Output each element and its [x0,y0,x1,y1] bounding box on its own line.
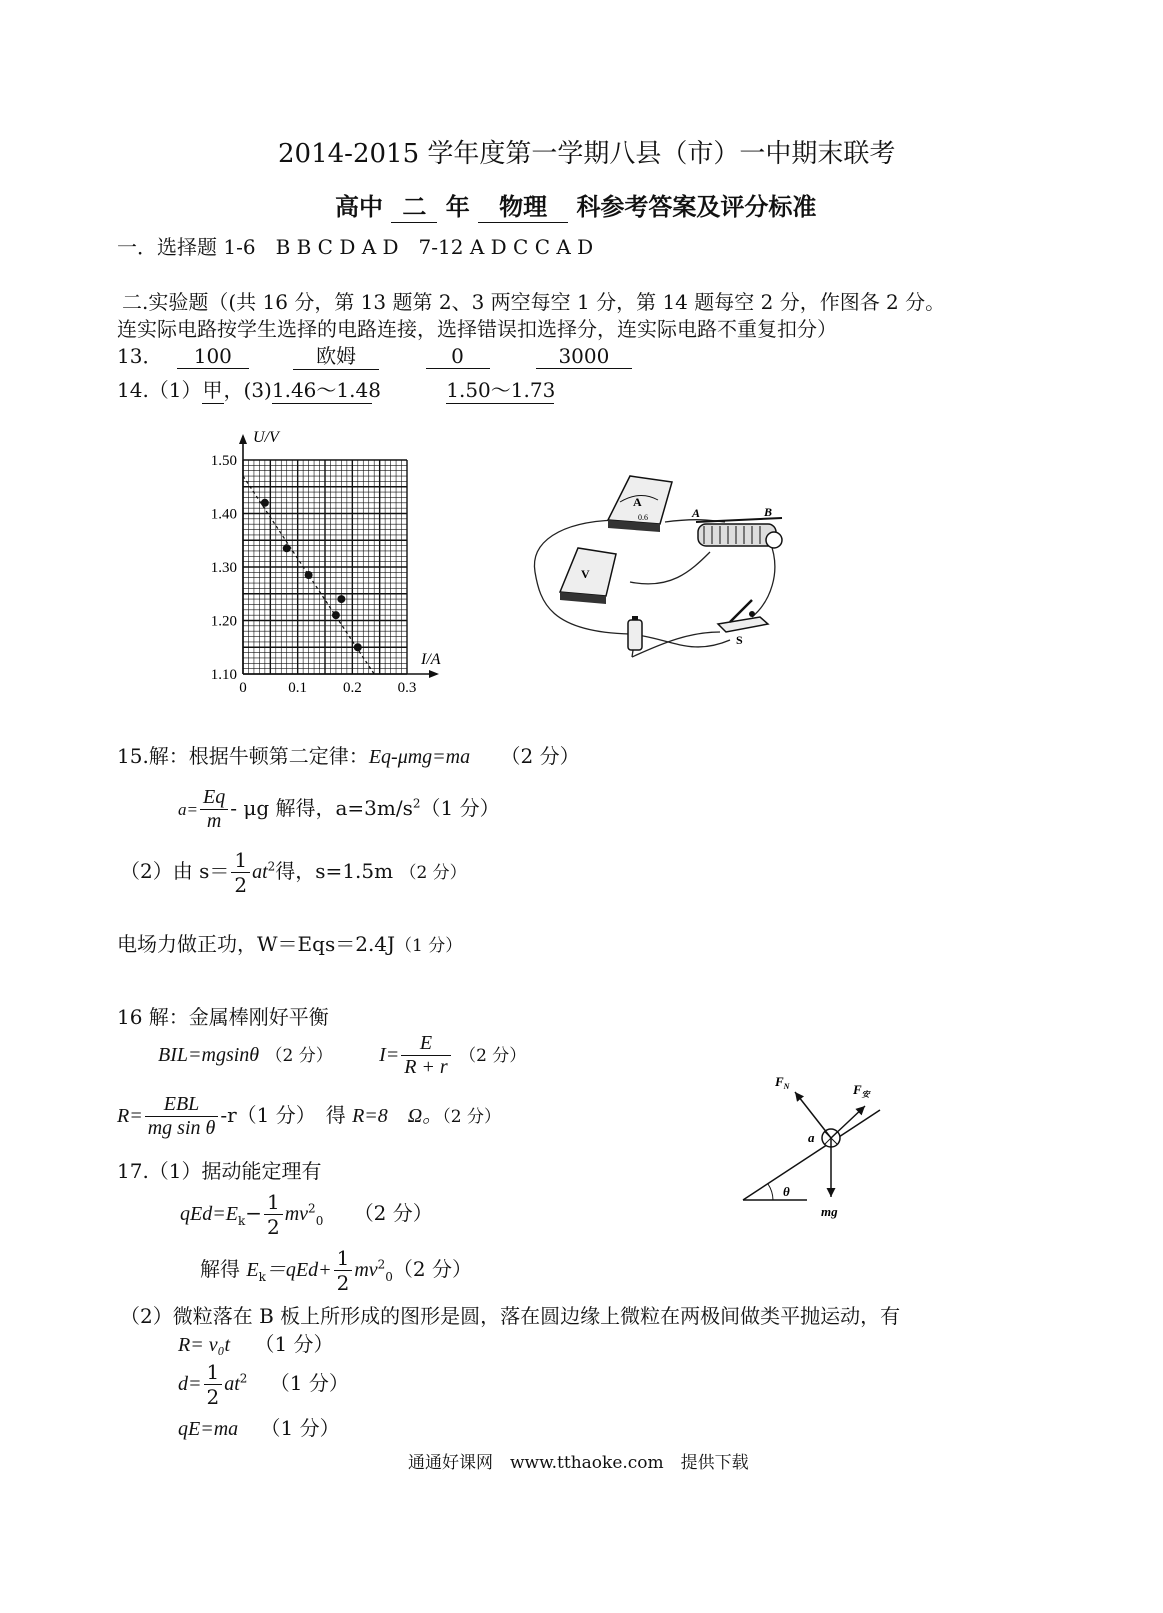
section-experiment-line1: 二.实验题（(共 16 分，第 13 题第 2、3 两空每空 1 分，第 14 题每空 2 分，作图各 2 分。 [122,290,946,314]
ammeter-label: A [633,495,642,509]
subtitle-subject: 物理 [478,187,568,223]
q17-eq1-pre: qEd=E [180,1203,238,1225]
q17-eq5: qE=ma [178,1418,239,1440]
fn-label: F [775,1074,784,1089]
q15-s-den: 2 [234,873,248,897]
q15-line4 [117,928,462,957]
q17-eq2-den: 2 [336,1271,350,1295]
section-choice: 一．选择题 1-6 B B C D A D 7-12 A D C C A D [117,235,594,259]
y-tick-label: 1.40 [210,506,237,523]
q17-eq2-pre: 解得 [200,1257,240,1281]
wire-4 [752,542,775,617]
svg-text:F安 [852,1082,872,1099]
q17-score-4: （1 分） [269,1371,349,1395]
ammeter [608,476,672,532]
q15-s-rest: at [252,861,268,883]
fa-sub: 安 [861,1090,870,1099]
q17-score-5: （1 分） [260,1416,340,1440]
wire-2 [630,634,730,647]
q17-eq2-a: E [246,1259,259,1281]
page-subtitle [335,187,816,223]
q17-eq1-num: 1 [264,1190,283,1215]
voltmeter-label: V [581,567,590,581]
angle-arc [768,1184,773,1200]
q14-mid: ，(3) [223,378,272,402]
q17-eq4-num: 1 [204,1360,223,1385]
data-point [283,544,291,552]
q14-answer-3: 1.50～1.73 [446,374,554,404]
data-point [261,499,269,507]
mg-label: mg [821,1204,838,1219]
q17-line7 [178,1412,340,1441]
q17-eq1-sub: k [237,1214,246,1228]
incline-surface [743,1110,880,1200]
u-i-graph [195,428,455,708]
subtitle-suffix: 科参考答案及评分标准 [576,192,817,221]
x-tick-label: 0.3 [397,680,417,696]
q13-answer-4: 3000 [536,344,632,369]
q17-eq2-rest: mv [354,1259,378,1281]
ammeter-range: 0.6 [638,513,648,522]
q14-answer-2: 1.46～1.48 [272,374,372,404]
y-tick-label: 1.20 [210,613,237,630]
q14-answers [117,374,554,404]
data-point [305,571,313,579]
subtitle-grade: 二 [391,187,437,223]
q15-a-num: Eq [200,786,228,810]
graph-grid [243,460,407,674]
q17-eq3: R= v₀t [178,1334,231,1356]
q16-eq2-den: R + r [404,1056,448,1078]
page-title: 2014-2015 学年度第一学期八县（市）一中期末联考 [278,139,896,169]
data-point [332,611,340,619]
q15-s-result: 得，s=1.5m [275,859,394,883]
q16-eq3-num: EBL [145,1093,219,1117]
q17-eq4-rest: at [224,1373,240,1395]
y-tick-label: 1.30 [210,560,237,576]
q15-equation: Eq-μmg=ma [368,746,471,768]
subtitle-year: 年 [445,192,470,221]
ampere-force-arrow [831,1106,865,1138]
voltmeter [560,548,616,604]
q17-eq2-sub: k [258,1270,266,1284]
svg-text:FN [774,1074,791,1091]
y-axis-arrow [239,434,247,444]
q17-line5 [178,1328,334,1357]
switch [718,600,768,647]
force-diagram [735,1062,895,1222]
q17-score-2: （2 分） [392,1257,473,1281]
q13-answer-1: 100 [177,344,249,369]
q16-eq2-num: E [401,1032,451,1056]
q13-answer-3: 0 [426,344,490,369]
q13-label: 13． [117,344,163,368]
q15-a-den: m [206,810,222,832]
q15-s-num: 1 [231,848,250,873]
section-experiment-line2: 连实际电路按学生选择的电路连接，选择错误扣选择分，连实际电路不重复扣分） [117,317,837,341]
rheostat-end-b: B [764,505,773,519]
q17-eq1-mid: − [245,1201,262,1225]
q15-score-4: （1 分） [395,936,463,956]
q17-score-3: （1 分） [254,1332,334,1356]
q16-score-1: （2 分） [265,1046,333,1066]
x-tick-label: 0.2 [342,680,362,696]
data-point [354,643,362,651]
q16-line3 [117,1093,501,1140]
x-axis-arrow [429,670,439,678]
y-tick-label: 1.10 [210,667,237,683]
x-tick-label: 0 [239,680,247,696]
q17-eq4-den: 2 [206,1385,220,1409]
q15-line2: a= $\frac{Eq}{m}$ - μg 解得，$a=3m/s^2(1$ 分） [178,786,500,832]
battery [628,616,642,650]
rheostat [691,505,782,548]
q16-line2 [158,1032,526,1079]
q15-work: 电场力做正功，W＝Eqs＝2.4J [117,932,396,956]
q17-eq2-num: 1 [334,1246,353,1271]
q15-a-rest: - μg 解得，a=3m/s [230,796,413,820]
q15-score-1: （2 分） [500,744,580,768]
q16-eq3-result: R=8 Ω。 [352,1105,443,1127]
q17-part2: （2）微粒落在 B 板上所形成的图形是圆，落在圆边缘上微粒在两极间做类平抛运动，有 [120,1304,901,1328]
q17-eq2-b: ＝qEd+ [265,1259,332,1281]
x-axis-label: I/A [421,651,441,668]
fa-label: F [853,1082,862,1097]
circuit-diagram [520,462,790,662]
q15-line1 [117,740,580,769]
q16-eq3: R= [117,1105,143,1127]
y-axis-label: U/V [253,429,279,446]
q15-line3: （2）由 s＝ $\frac{1}{2}$ $at^2$得，s=1.5m （2 分） [120,848,467,897]
point-a-label: a [808,1130,815,1145]
q16-eq3-rest: -r（1 分） 得 [220,1103,346,1127]
q17-line6: d= $\frac{1}{2}$ $at^2$ （1 分） [178,1360,349,1409]
q17-eq1-rest: mv [284,1203,309,1225]
q16-line1: 16 解：金属棒刚好平衡 [117,1005,329,1029]
q16-score-3: （2 分） [442,1107,502,1127]
switch-label: S [736,633,743,647]
q15-score-2: （1 分） [420,796,500,820]
footer-text: 通通好课网 www.tthaoke.com 提供下载 [408,1453,749,1473]
q14-answer-1: 甲 [202,374,224,404]
q16-eq3-den: mg sin θ [147,1117,216,1139]
x-tick-label: 0.1 [288,680,308,696]
data-point [337,595,345,603]
q13-answers [117,340,632,370]
q15-a-eq: a= [178,800,198,819]
q16-score-2: （2 分） [459,1046,527,1066]
fn-sub: N [783,1082,790,1091]
q14-label: 14.（1） [117,378,202,402]
y-tick-label: 1.50 [210,453,237,469]
subtitle-prefix: 高中 [335,192,383,221]
q15-score-3: （2 分） [399,863,467,883]
q15-intro: 15.解：根据牛顿第二定律： [117,744,369,768]
rheostat-end-a: A [692,506,701,520]
wire-5 [630,552,710,584]
q16-eq1: BIL=mgsinθ [158,1044,260,1066]
q17-line1: 17.（1）据动能定理有 [117,1159,322,1183]
q17-score-1: （2 分） [353,1201,433,1225]
q13-answer-2: 欧姆 [293,340,379,370]
q17-line3: 解得 $E_k=qEd+$ $\frac{1}{2}$ $mv^2_0(2$ 分） [200,1246,473,1295]
q16-eq2: I= [379,1044,400,1066]
q17-eq1-den: 2 [266,1215,280,1239]
q15-s-pre: （2）由 s＝ [120,859,230,883]
q17-line2: $qEd=E_k-$ $\frac{1}{2}$ $mv^2_0$ （2 分） [180,1190,433,1239]
theta-label: θ [783,1184,790,1199]
q17-eq4-pre: d= [178,1373,202,1395]
